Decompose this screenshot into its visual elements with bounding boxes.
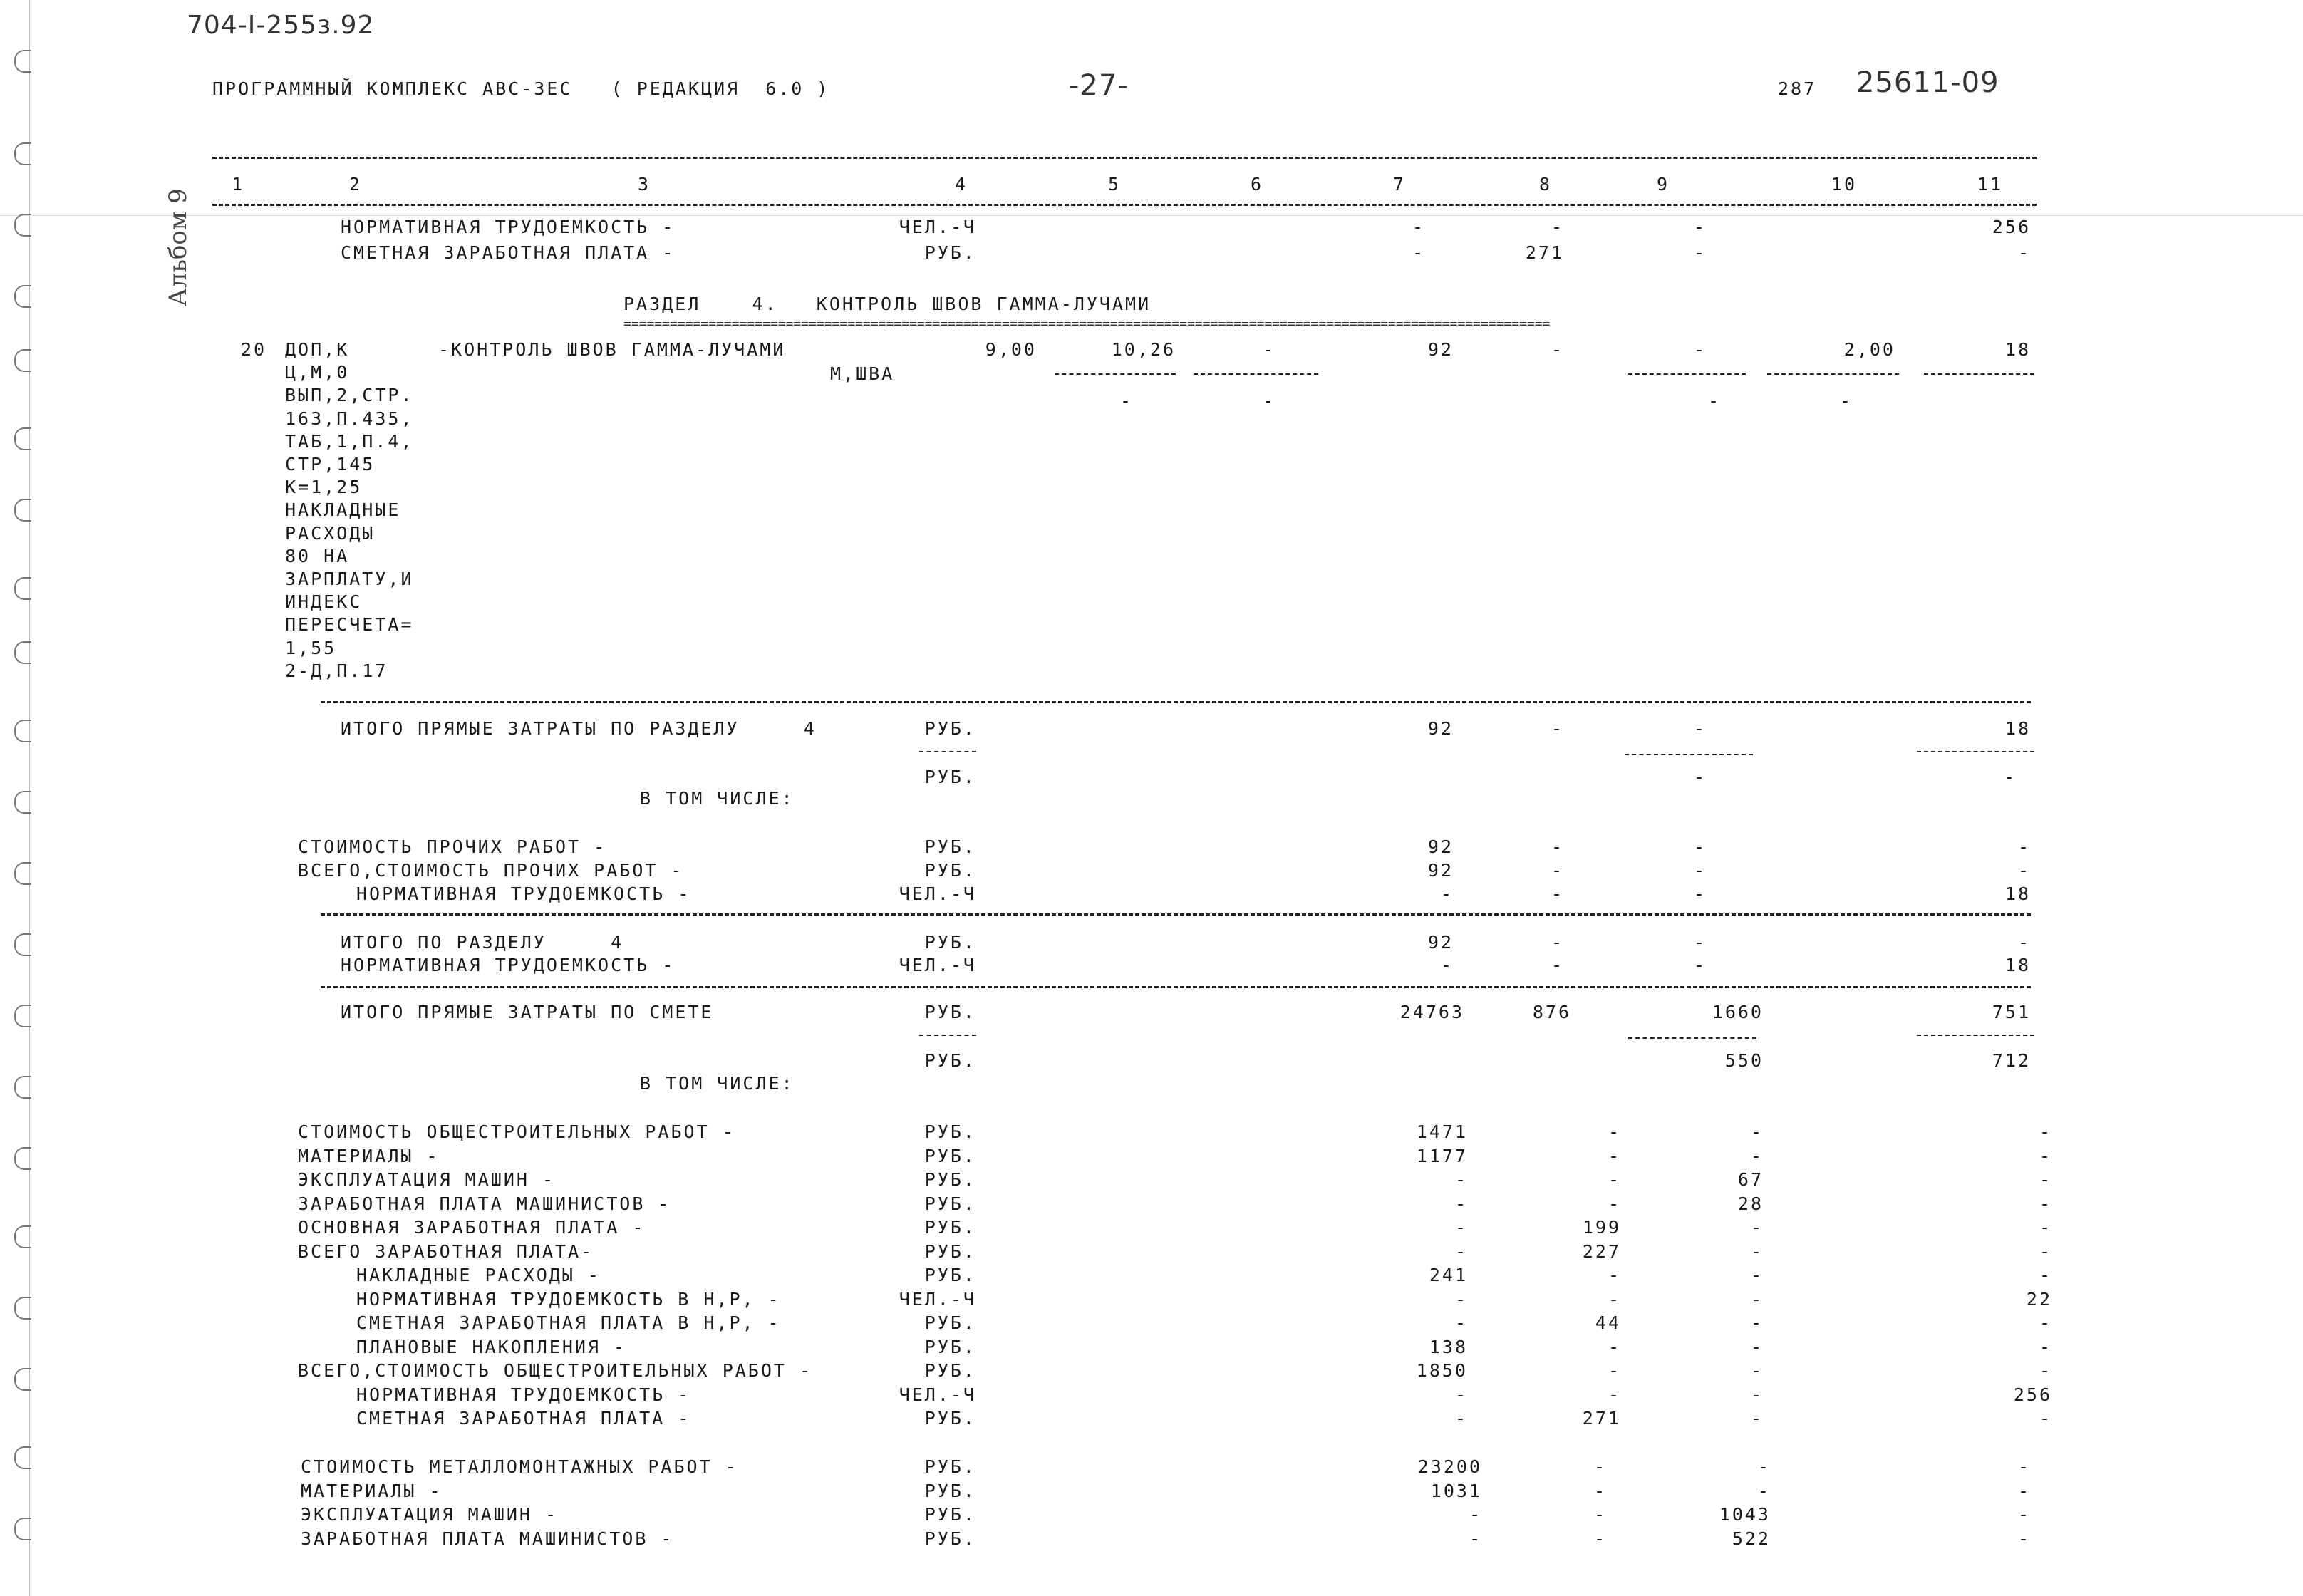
row-label: СМЕТНАЯ ЗАРАБОТНАЯ ПЛАТА - [356,1408,691,1429]
row-unit: РУБ. [924,1265,976,1285]
row-unit: РУБ. [924,1217,976,1238]
row-unit: РУБ. [924,1002,976,1022]
column-number: 11 [1977,174,2004,195]
column-number: 5 [1108,174,1122,195]
binding-hole [14,1005,31,1027]
column-number: 10 [1831,174,1858,195]
binding-hole [14,142,31,165]
cell-col7: 138 [1429,1336,1468,1357]
estimate-direct-total-label: ИТОГО ПРЯМЫЕ ЗАТРАТЫ ПО СМЕТЕ [341,1002,714,1022]
cell-col7: - [1412,242,1425,263]
cell-col7: 23200 [1417,1456,1482,1477]
cell-col7: 92 [1427,932,1454,953]
row-unit: РУБ. [924,860,976,881]
cell-col8: 227 [1582,1240,1621,1262]
header-rule-top [212,157,2037,159]
row-label: НОРМАТИВНАЯ ТРУДОЕМКОСТЬ В Н,Р, - [356,1288,781,1310]
cell-col8: - [1608,1288,1621,1310]
row-label: НОРМАТИВНАЯ ТРУДОЕМКОСТЬ - [356,1384,691,1405]
cell-col9: - [1750,1312,1764,1333]
row-unit: РУБ. [924,932,976,953]
item-subrule-10 [1767,373,1899,375]
section-total-label: ИТОГО ПО РАЗДЕЛУ 4 [341,932,624,953]
cell-col7: 1031 [1430,1480,1482,1501]
cell-col9: - [1750,1384,1764,1405]
row-unit: РУБ. [924,836,976,857]
item-code-line: ТАБ,1,П.4, [285,430,414,452]
cell-col9: - [1750,1360,1764,1381]
row-unit: РУБ. [924,242,976,263]
row-unit: ЧЕЛ.-Ч [899,955,976,975]
cell-col8: 271 [1582,1408,1621,1429]
cell-col9: - [1693,339,1707,360]
cell-col9: - [1757,1480,1771,1501]
cell-col11: - [2039,1265,2052,1285]
cell-col9: - [1693,836,1707,857]
cell-col7: 92 [1427,860,1454,881]
row-label: ВСЕГО,СТОИМОСТЬ ПРОЧИХ РАБОТ - [298,860,684,881]
cell-col7: - [1440,884,1454,904]
cell-col11: - [2017,860,2031,881]
binding-hole [14,50,31,73]
cell-col6: - [1262,339,1275,360]
section-direct-total-label: ИТОГО ПРЯМЫЕ ЗАТРАТЫ ПО РАЗДЕЛУ 4 [341,718,817,739]
cell-col9: - [1750,1217,1764,1238]
cell-col11: - [2017,1480,2031,1501]
row-label: ЗАРАБОТНАЯ ПЛАТА МАШИНИСТОВ - [298,1193,671,1214]
row-unit: РУБ. [924,1456,976,1477]
cell-col7: - [1412,217,1425,237]
cell-col11: - [2017,242,2031,263]
cell-col11: 18 [2004,339,2031,360]
binding-hole [14,577,31,600]
cell-col11: - [2039,1240,2052,1262]
column-number: 2 [349,174,363,195]
row-unit: РУБ. [924,767,976,787]
cell-col8: - [1551,339,1564,360]
item-code-line: ДОП,К [285,339,350,360]
row-label: НАКЛАДНЫЕ РАСХОДЫ - [356,1265,601,1285]
row-label: НОРМАТИВНАЯ ТРУДОЕМКОСТЬ - [356,884,691,904]
row-unit: РУБ. [924,1145,976,1166]
cell-col11: 22 [2026,1288,2052,1310]
cell-col8: - [1551,860,1564,881]
column-number: 3 [638,174,651,195]
rule-section-direct [321,701,2031,703]
row-unit: ЧЕЛ.-Ч [899,217,976,237]
cell-col9: - [1693,860,1707,881]
item-code-line: СТР,145 [285,454,376,475]
row-label: ОСНОВНАЯ ЗАРАБОТНАЯ ПЛАТА - [298,1217,646,1238]
column-number: 9 [1657,174,1670,195]
cell-col8: 44 [1595,1312,1621,1333]
row-unit: РУБ. [924,1240,976,1262]
cell-col8: 271 [1525,242,1564,263]
item-code-line: ВЫП,2,СТР. [285,385,414,406]
cell-col11: - [2017,836,2031,857]
cell-col11: - [2017,1504,2031,1525]
cell-col8: - [1551,932,1564,953]
row-label: ВСЕГО ЗАРАБОТНАЯ ПЛАТА- [298,1240,594,1262]
item-code-line: ЗАРПЛАТУ,И [285,569,414,589]
cell-col8: - [1551,836,1564,857]
subrule-col11 [1917,751,2034,752]
cell-col11: 18 [2004,955,2031,975]
cell-col8: - [1593,1528,1607,1549]
cell-col11: 751 [1992,1002,2031,1022]
item-subrule-6 [1194,373,1318,375]
cell-col8: - [1608,1265,1621,1285]
document-code: 704-I-255з.92 [187,11,375,40]
item-code-line: Ц,М,0 [285,362,350,383]
item-subrule-5 [1055,373,1176,375]
cell-col8: - [1608,1193,1621,1214]
cell-col9: - [1750,1288,1764,1310]
section-title: РАЗДЕЛ 4. КОНТРОЛЬ ШВОВ ГАММА-ЛУЧАМИ [623,294,1152,314]
fold-line [0,215,2303,216]
subrule-col11 [1917,1035,2034,1036]
header-rule-bottom [212,204,2037,206]
binding-hole [14,428,31,450]
cell-col8: - [1593,1456,1607,1477]
binding-hole [14,1147,31,1170]
row-unit: РУБ. [924,1193,976,1214]
cell-col9: - [1750,1265,1764,1285]
item-code-line: 163,П.435, [285,408,414,429]
cell-col9: - [1750,1240,1764,1262]
page-number: -27- [1069,69,1129,102]
cell-sub11: 712 [1992,1050,2031,1071]
binding-hole [14,641,31,664]
row-unit: РУБ. [924,1169,976,1190]
cell-col11: - [2039,1408,2052,1429]
cell-col11: 256 [1992,217,2031,237]
cell-col7: 92 [1427,836,1454,857]
rule-section-total [321,913,2031,916]
item-subrule-9 [1628,373,1746,375]
cell-col8: 876 [1532,1002,1571,1022]
row-label: СТОИМОСТЬ ОБЩЕСТРОИТЕЛЬНЫХ РАБОТ - [298,1121,735,1142]
row-label: МАТЕРИАЛЫ - [298,1145,440,1166]
cell-col11: - [2039,1217,2052,1238]
cell-col9: 67 [1737,1169,1764,1190]
cell-col8: - [1593,1504,1607,1525]
including-heading: В ТОМ ЧИСЛЕ: [640,1073,795,1094]
row-unit: РУБ. [924,1050,976,1071]
item-number: 20 [241,339,267,360]
item-name: -КОНТРОЛЬ ШВОВ ГАММА-ЛУЧАМИ [438,339,786,360]
row-label: ВСЕГО,СТОИМОСТЬ ОБЩЕСТРОИТЕЛЬНЫХ РАБОТ - [298,1360,813,1381]
row-unit: РУБ. [924,1480,976,1501]
binding-hole [14,1297,31,1320]
cell-col7: 1471 [1416,1121,1468,1142]
cell-col9: - [1750,1145,1764,1166]
binding-hole [14,1076,31,1099]
cell-col7: 241 [1429,1265,1468,1285]
cell-col9: - [1750,1336,1764,1357]
item-code-line: РАСХОДЫ [285,522,376,544]
row-unit: РУБ. [924,1528,976,1549]
item-code-line: 1,55 [285,637,337,658]
cell-col7: - [1440,955,1454,975]
row-unit: ЧЕЛ.-Ч [899,1288,976,1310]
cell-col8: - [1551,217,1564,237]
row-label: НОРМАТИВНАЯ ТРУДОЕМКОСТЬ - [341,217,676,237]
cell-col11: 18 [2004,718,2031,739]
column-number: 4 [955,174,968,195]
cell-sub11: - [2003,767,2017,787]
cell-col11: - [2039,1121,2052,1142]
cell-col8: - [1551,884,1564,904]
binding-hole [14,1226,31,1248]
row-label: СТОИМОСТЬ ПРОЧИХ РАБОТ - [298,836,607,857]
subrule-col9 [1628,1037,1756,1039]
cell-col9: 1660 [1712,1002,1764,1022]
item-quantity: 9,00 [985,339,1037,360]
cell-sub5: - [1119,390,1133,411]
row-label: ЗАРАБОТНАЯ ПЛАТА МАШИНИСТОВ - [301,1528,674,1549]
cell-col11: - [2039,1169,2052,1190]
cell-col11: - [2017,932,2031,953]
row-unit: РУБ. [924,1336,976,1357]
cell-col7: 1177 [1416,1145,1468,1166]
cell-col11: - [2039,1336,2052,1357]
cell-col9: - [1750,1121,1764,1142]
item-code-line: ИНДЕКС [285,591,363,613]
item-code-line: НАКЛАДНЫЕ [285,499,401,521]
binding-hole [14,285,31,308]
item-code-line: ПЕРЕСЧЕТА= [285,614,414,636]
subrule-unit [919,751,976,752]
row-label: ЭКСПЛУАТАЦИЯ МАШИН - [298,1169,556,1190]
cell-col7: 24763 [1399,1002,1464,1022]
cell-sub10: - [1839,390,1853,411]
cell-sub9: - [1707,390,1721,411]
cell-col11: - [2017,1528,2031,1549]
cell-sub9: - [1693,767,1707,787]
cell-col7: - [1454,1193,1468,1214]
cell-col8: - [1608,1336,1621,1357]
doc-code-small: 287 [1778,78,1817,99]
row-label: ЭКСПЛУАТАЦИЯ МАШИН - [301,1504,559,1525]
cell-col9: - [1750,1408,1764,1429]
cell-col9: - [1757,1456,1771,1477]
album-label: Альбом 9 [164,188,192,306]
subrule-col9 [1625,754,1753,755]
cell-col9: - [1693,718,1707,739]
cell-col8: - [1608,1360,1621,1381]
cell-col11: - [2039,1312,2052,1333]
cell-col9: 522 [1732,1528,1771,1549]
cell-col7: 1850 [1416,1360,1468,1381]
cell-col9: - [1693,884,1707,904]
binding-hole [14,1518,31,1540]
item-code-line: 80 НА [285,545,350,566]
binding-hole [14,349,31,372]
cell-col7: - [1454,1312,1468,1333]
binding-hole [14,791,31,814]
cell-col8: 199 [1582,1217,1621,1238]
cell-col7: - [1454,1408,1468,1429]
item-code-line: 2-Д,П.17 [285,660,388,681]
column-number: 1 [232,174,245,195]
row-unit: РУБ. [924,1360,976,1381]
binding-hole [14,1368,31,1391]
item-unit-price: 10,26 [1111,339,1176,360]
binding-hole [14,720,31,742]
item-subrule-11 [1924,373,2034,375]
cell-col9: - [1693,242,1707,263]
cell-col11: - [2017,1456,2031,1477]
section-total-labor-label: НОРМАТИВНАЯ ТРУДОЕМКОСТЬ - [341,955,676,975]
cell-col11: 256 [2013,1384,2052,1405]
row-label: СМЕТНАЯ ЗАРАБОТНАЯ ПЛАТА - [341,242,676,263]
row-label: МАТЕРИАЛЫ - [301,1480,443,1501]
cell-col9: 28 [1737,1193,1764,1214]
cell-col8: - [1608,1384,1621,1405]
section-title-underline: ======================================================================================================================== [623,316,1551,331]
cell-col11: - [2039,1360,2052,1381]
subrule-unit [919,1035,976,1036]
cell-sub6: - [1262,390,1275,411]
cell-col7: - [1454,1217,1468,1238]
row-label: СМЕТНАЯ ЗАРАБОТНАЯ ПЛАТА В Н,Р, - [356,1312,781,1333]
cell-col9: - [1693,955,1707,975]
cell-col8: - [1608,1145,1621,1166]
binding-hole [14,933,31,956]
binding-hole [14,1446,31,1469]
row-unit: РУБ. [924,1312,976,1333]
cell-col7: - [1454,1240,1468,1262]
cell-col7: - [1469,1528,1482,1549]
cell-col7: - [1454,1288,1468,1310]
binding-hole [14,214,31,237]
column-number: 7 [1393,174,1407,195]
cell-col7: 92 [1427,339,1454,360]
rule-estimate-direct [321,986,2031,988]
cell-col8: - [1608,1121,1621,1142]
cell-col8: - [1593,1480,1607,1501]
cell-col11: - [2039,1193,2052,1214]
row-label: СТОИМОСТЬ МЕТАЛЛОМОНТАЖНЫХ РАБОТ - [301,1456,738,1477]
row-unit: ЧЕЛ.-Ч [899,1384,976,1405]
program-header: ПРОГРАММНЫЙ КОМПЛЕКС АВС-3ЕС ( РЕДАКЦИЯ 6.0 ) [212,78,830,99]
column-number: 6 [1251,174,1264,195]
item-unit: М,ШВА [830,363,895,384]
cell-col7: - [1454,1169,1468,1190]
cell-col9: - [1693,932,1707,953]
cell-col9: - [1693,217,1707,237]
row-label: ПЛАНОВЫЕ НАКОПЛЕНИЯ - [356,1336,627,1357]
cell-col8: - [1551,718,1564,739]
row-unit: РУБ. [924,1121,976,1142]
binding-hole [14,862,31,885]
row-unit: РУБ. [924,1504,976,1525]
cell-col8: - [1608,1169,1621,1190]
row-unit: ЧЕЛ.-Ч [899,884,976,904]
cell-col11: - [2039,1145,2052,1166]
cell-col10: 2,00 [1843,339,1895,360]
including-heading: В ТОМ ЧИСЛЕ: [640,788,795,809]
cell-col7: - [1454,1384,1468,1405]
doc-code-handwritten: 25611-09 [1856,66,1999,99]
cell-col8: - [1551,955,1564,975]
binding-hole [14,499,31,522]
item-code-line: К=1,25 [285,477,363,498]
cell-sub9: 550 [1724,1050,1764,1071]
column-number: 8 [1539,174,1553,195]
cell-col9: 1043 [1719,1504,1771,1525]
row-unit: РУБ. [924,1408,976,1429]
cell-col11: 18 [2004,884,2031,904]
cell-col7: 92 [1427,718,1454,739]
row-unit: РУБ. [924,718,976,739]
cell-col7: - [1469,1504,1482,1525]
